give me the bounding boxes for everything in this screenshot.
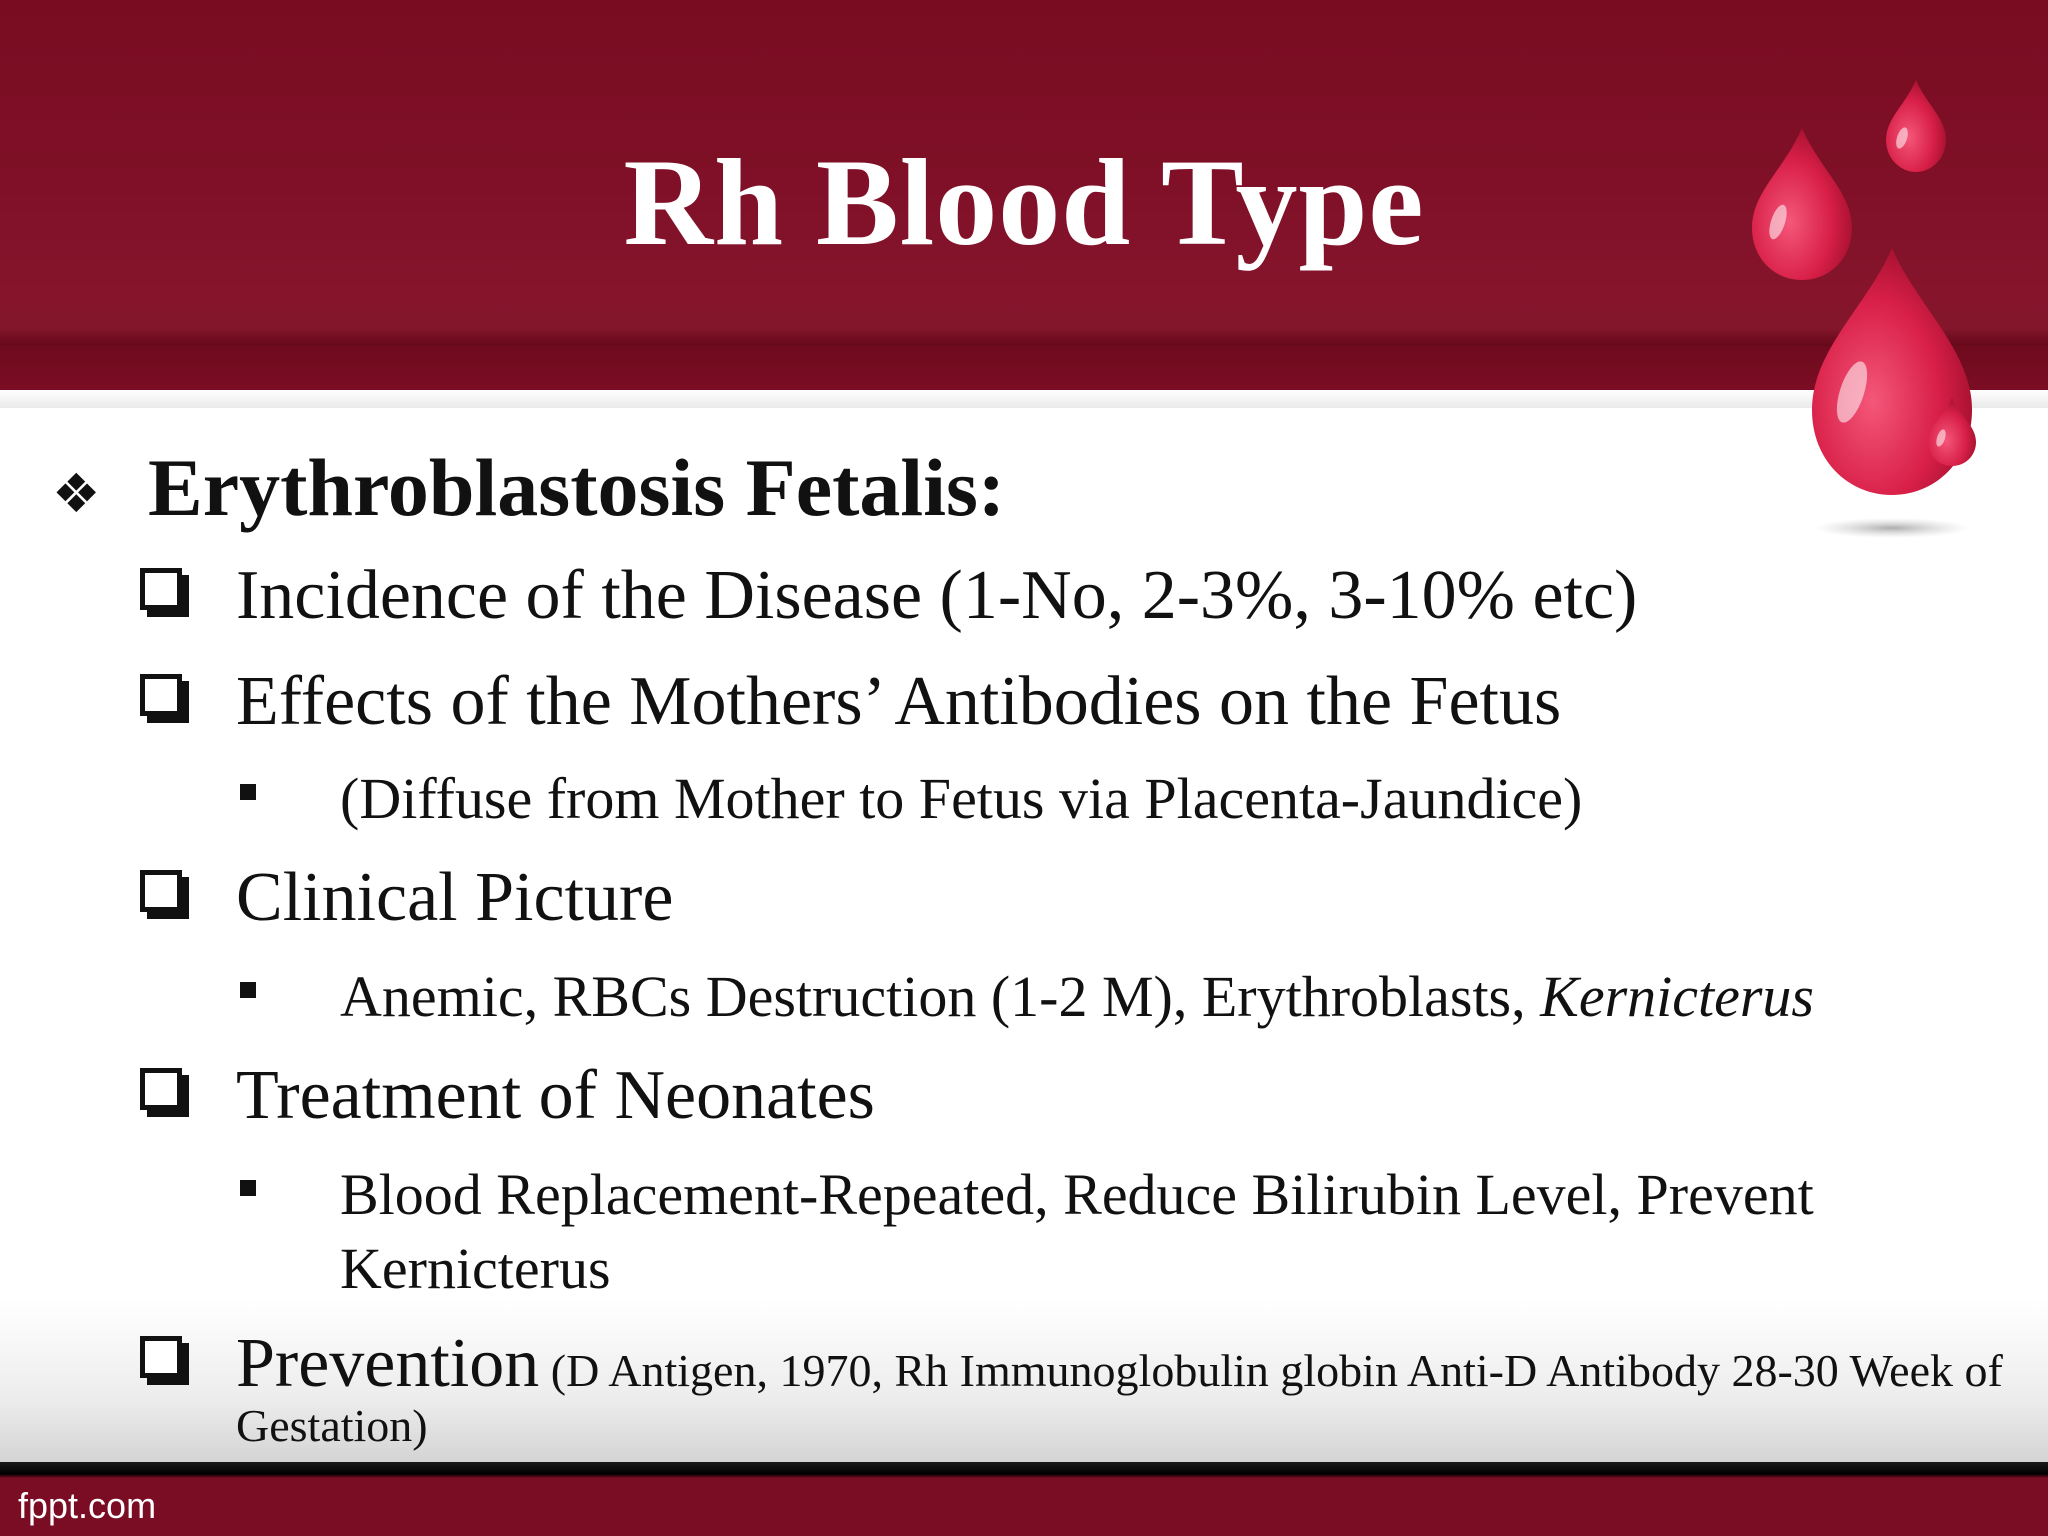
square-bullet-icon [240,1180,256,1196]
checkbox-square-icon [140,870,182,912]
diamond-four-icon: ❖ [52,462,101,525]
list-item-text: Clinical Picture [236,859,674,936]
checkbox-square-icon [140,674,182,716]
sub-list-item-text-line1: Blood Replacement-Repeated, Reduce Bilirubin Level, Prevent [340,1162,1814,1227]
square-bullet-icon [240,784,256,800]
list-item-note-line2: Gestation) [236,1400,428,1451]
square-bullet-icon [240,982,256,998]
sub-list-item-text [340,960,1814,1034]
checkbox-square-icon [140,1068,182,1110]
list-item-text: Effects of the Mothers’ Antibodies on the Fetus [236,663,1562,740]
list-item-text [236,1322,2003,1413]
list-item-note: (D Antigen, 1970, Rh Immunoglobulin globin Anti-D Antibody 28-30 Week of [539,1345,2003,1396]
heading-bullet [52,438,1005,544]
sub-list-item-text-line2: Kernicterus [340,1236,611,1301]
list-item-text: Treatment of Neonates [236,1057,875,1134]
list-item-label: Prevention [236,1325,540,1402]
list-item-text: Incidence of the Disease (1-No, 2-3%, 3-10% etc) [236,557,1638,634]
checkbox-square-icon [140,568,182,610]
slide-title: Rh Blood Type [623,134,1425,271]
sub-list-item-text-regular: Anemic, RBCs Destruction (1-2 M), Erythroblasts, [340,964,1541,1029]
footer-brand: fppt.com [18,1485,157,1526]
sub-list-item-text-italic: Kernicterus [1540,964,1814,1029]
checkbox-square-icon [140,1336,182,1378]
footer-bar [0,1462,2048,1536]
section-heading: Erythroblastosis Fetalis: [148,442,1006,533]
sub-list-item-text: (Diffuse from Mother to Fetus via Placenta-Jaundice) [340,766,1583,831]
